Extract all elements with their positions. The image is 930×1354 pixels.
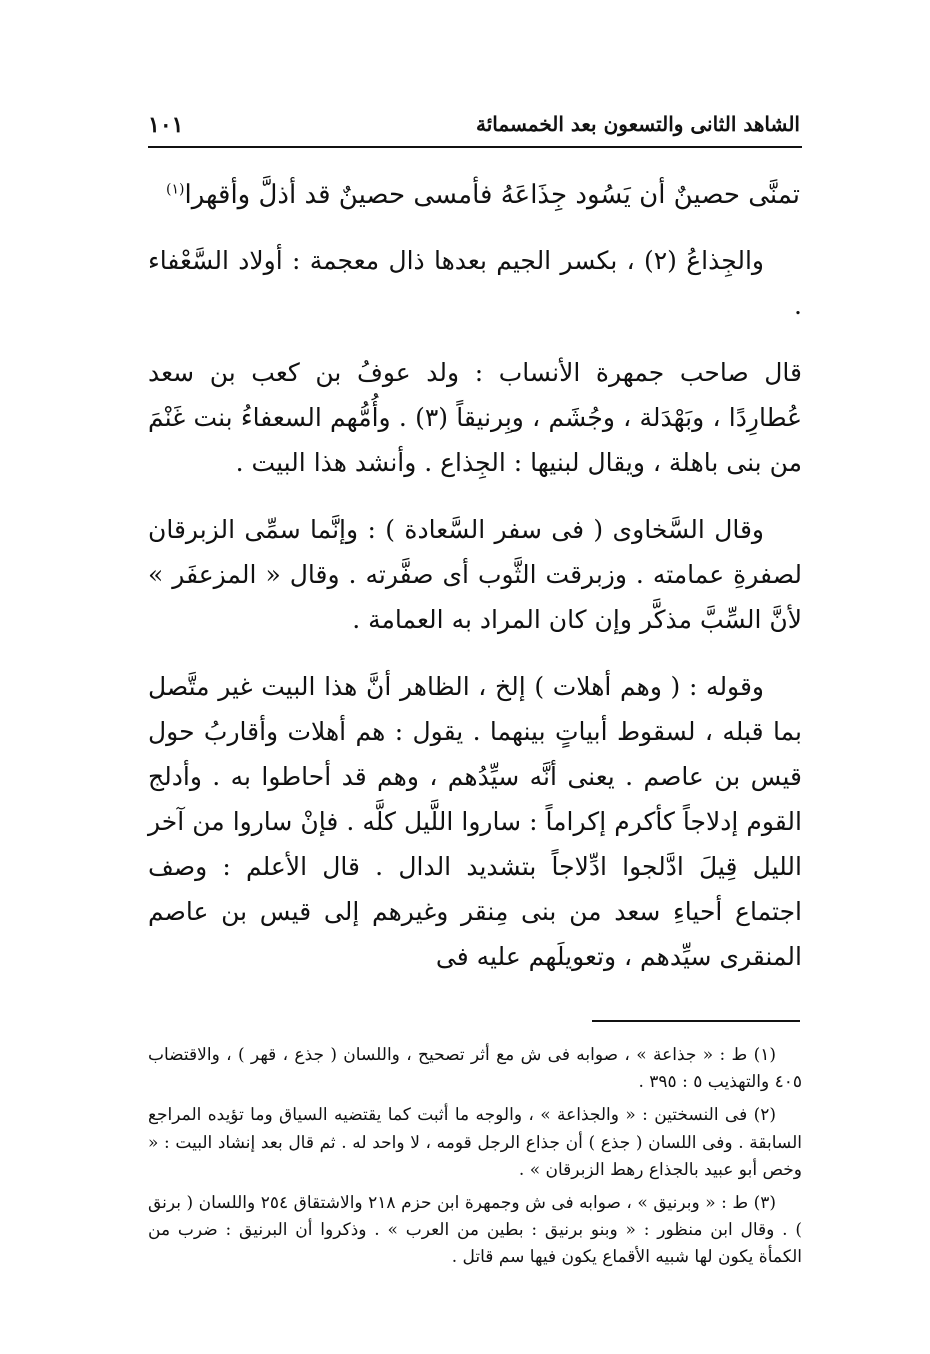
header-divider — [148, 146, 802, 148]
page-header — [148, 112, 800, 144]
verse-first-hemistich: تمنَّى حصينٌ أن يَسُود جِذَاعَهُ — [500, 180, 800, 210]
paragraph-ahlat: وقوله : ( وهم أهلات ) إلخ ، الظاهر أنَّ هذا البيت غير متَّصل بما قبله ، لسقوط أبياتٍ بينهما . يقول : هم أهلات وأقاربُ حول قيس بن عاصم . يعنى أنَّه سيِّدُهم ، وهم قد أحاطوا به . وأدلج القوم إدلاجاً كأكرم إكراماً : ساروا اللَّيل كلَّه . فإنْ ساروا من آخر الليل قِيلَ ادَّلجوا ادِّلاجاً بتشديد الدال . قال الأعلم : وصف اجتماع أحياءِ سعد من بنى مِنقر وغيرهم إلى قيس بن عاصم المنقرى سيِّدهم ، وتعويلَهم عليه فى — [148, 672, 802, 971]
paragraph-sakhawi: وقال السَّخاوى ( فى سفر السَّعادة ) : وإنَّما سمِّى الزبرقان لصفرةِ عمامته . وزبرقت الثَّوب أى صفَّرته . وقال « المزعفَر » لأنَّ السِّبَّ مذكَّر وإن كان المراد به العمامة . — [148, 515, 802, 634]
paragraph-jidha: والجِذاعُ (٢) ، بكسر الجيم بعدها ذال معجمة : أولاد السَّعْفاء . — [148, 246, 802, 320]
footnote-3: (٣) ط : « وبرنيق » ، صوابه فى ش وجمهرة ابن حزم ٢١٨ والاشتقاق ٢٥٤ واللسان ( برنق ) . وقال ابن منظور : « وبنو برنيق : بطين من العرب » . وذكروا أن البرنيق : ضرب من الكمأة يكون لها شبيه الأقماع يكون فيها سم قاتل . — [148, 1192, 802, 1268]
footnote-1: (١) ط : « جذاعة » ، صوابه فى ش مع أثر تصحيح ، واللسان ( جذع ، قهر ) ، والاقتضاب ٤٠٥ والتهذيب ٥ : ٣٩٥ . — [148, 1045, 802, 1093]
verse-second-hemistich: فأمسى حصينٌ قد أذلَّ وأقهرا — [184, 180, 493, 210]
paragraph-ansab: قال صاحب جمهرة الأنساب : ولد عوفُ بن كعب بن سعد عُطارِدًا ، وبَهْدَلة ، وجُشَم ، وبِرنيقاً (٣) . وأُمُّهم السعفاءُ بنت غَنْمَ من بنى باهلة ، ويقال لبنيها : الجِذاع . وأنشد هذا البيت . — [148, 358, 802, 477]
main-text — [148, 238, 802, 1001]
footnote-divider — [592, 1020, 800, 1022]
footnote-reference: (١) — [166, 181, 185, 198]
running-title: الشاهد الثانى والتسعون بعد الخمسمائة — [476, 112, 800, 136]
footnote-2: (٢) فى النسختين : « والجذاعة » ، والوجه ما أثبت كما يقتضيه السياق وما تؤيده المراجع السابقة . وفى اللسان ( جذع ) أن جذاع الرجل قومه ، لا واحد له . ثم قال بعد إنشاد البيت : « وخص أبو عبيد بالجذاع رهط الزبرقان » . — [148, 1105, 802, 1180]
poetry-verse — [148, 180, 800, 230]
page-number: ١٠١ — [148, 112, 184, 138]
verse-second-hemistich-wrap — [166, 180, 492, 210]
footnotes — [148, 1042, 802, 1278]
